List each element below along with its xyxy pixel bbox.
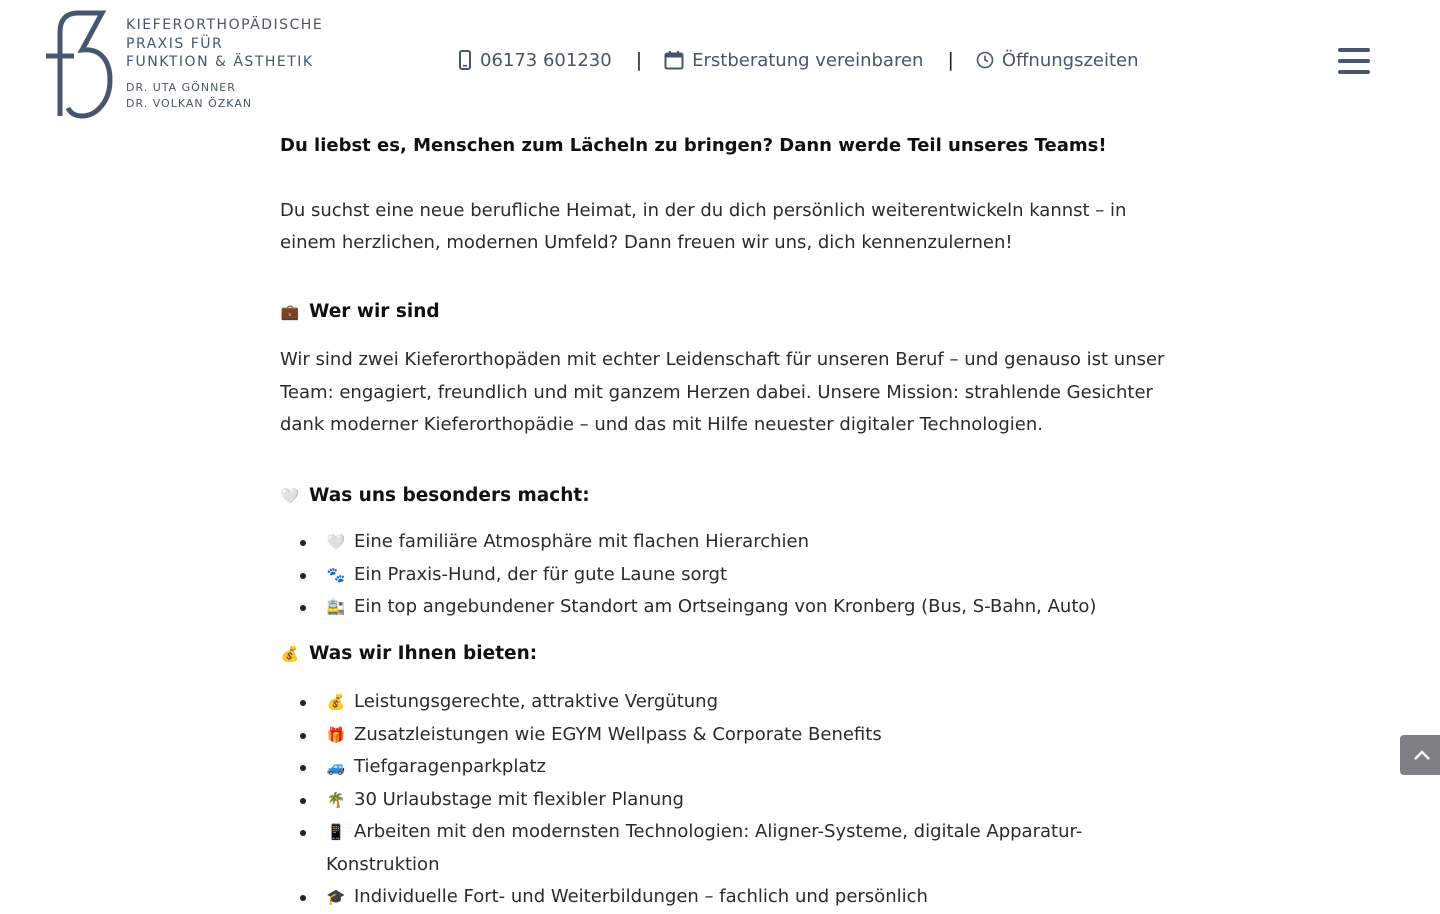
what-we-offer-heading	[280, 638, 1180, 671]
appointment-link[interactable]	[664, 50, 923, 71]
station-icon: 🚉	[326, 598, 346, 616]
gift-icon: 🎁	[326, 725, 346, 744]
who-we-are-text: Wir sind zwei Kieferorthopäden mit echter Leidenschaft für unseren Beruf – und genauso ist unser Team: engagiert, freundlich und mit ganzem Herzen dabei. Unsere Mission: strahlende Gesichter dank moderner Kieferorthopädie – und das mit Hilfe neuester digitaler Technologien.	[280, 349, 1165, 435]
hamburger-menu-icon[interactable]	[1338, 48, 1372, 78]
phone-icon	[458, 50, 472, 70]
car-icon: 🚙	[326, 758, 346, 776]
intro-text: Du suchst eine neue berufliche Heimat, in der du dich persönlich weiterentwickeln kannst – in einem herzlichen, modernen Umfeld? Dann freuen wir uns, dich kennenzulernen!	[280, 199, 1127, 253]
special-list	[280, 526, 1180, 624]
calendar-icon	[664, 50, 684, 70]
money-bag-icon: 💰	[326, 693, 346, 711]
list-item	[280, 686, 1180, 719]
what-makes-us-special-heading	[280, 480, 1180, 513]
offer-list	[280, 686, 1180, 914]
list-item-text: Ein top angebundener Standort am Ortseingang von Kronberg (Bus, S-Bahn, Auto)	[354, 596, 1097, 617]
heading-text: Was wir Ihnen bieten:	[309, 642, 538, 664]
logo-line-1: KIEFERORTHOPÄDISCHE	[126, 17, 324, 33]
list-item	[280, 719, 1180, 752]
list-item-text: 30 Urlaubstage mit flexibler Planung	[354, 788, 684, 810]
briefcase-icon: 💼	[280, 302, 300, 321]
separator: |	[947, 49, 954, 71]
heart-icon: 🤍	[280, 486, 300, 505]
opening-hours-label: Öffnungszeiten	[1001, 49, 1139, 71]
list-item-text: Arbeiten mit den modernsten Technologien: Aligner-Systeme, digitale Apparatur-Konstruktion	[326, 821, 1083, 875]
list-item-text: Eine familiäre Atmosphäre mit flachen Hierarchien	[354, 531, 809, 552]
list-item	[280, 559, 1180, 592]
heading-text: Wer wir sind	[309, 300, 440, 322]
list-item	[280, 751, 1180, 784]
list-item-text: Leistungsgerechte, attraktive Vergütung	[354, 691, 719, 712]
graduation-cap-icon: 🎓	[326, 888, 346, 906]
contact-bar	[458, 46, 1139, 74]
chevron-up-icon	[1413, 749, 1431, 761]
separator: |	[635, 49, 643, 71]
list-item	[280, 591, 1180, 624]
list-item	[280, 526, 1180, 559]
who-we-are-heading	[280, 296, 1180, 329]
phone-link[interactable]	[458, 50, 612, 71]
list-item-text: Ein Praxis-Hund, der für gute Laune sorgt	[354, 563, 728, 585]
site-header	[0, 0, 1440, 125]
logo-line-2: PRAXIS FÜR	[126, 35, 224, 52]
lead-text: Du liebst es, Menschen zum Lächeln zu bringen? Dann werde Teil unseres Teams!	[280, 135, 1107, 156]
opening-hours-link[interactable]	[976, 50, 1139, 71]
list-item-text: Individuelle Fort- und Weiterbildungen – fachlich und persönlich	[354, 886, 928, 907]
list-item-text: Tiefgaragenparkplatz	[354, 756, 546, 777]
heading-text: Was uns besonders macht:	[309, 484, 590, 506]
list-item	[280, 881, 1180, 914]
logo-text	[126, 16, 323, 113]
phone-number: 06173 601230	[480, 49, 612, 71]
palm-tree-icon: 🌴	[326, 790, 346, 809]
heart-icon: 🤍	[326, 533, 346, 551]
logo-line-3: FUNKTION & ÄSTHETIK	[126, 54, 314, 70]
paw-prints-icon: 🐾	[326, 565, 346, 584]
practice-logo[interactable]	[44, 10, 344, 120]
list-item	[280, 784, 1180, 817]
logo-doctor-2: DR. VOLKAN ÖZKAN	[126, 97, 253, 110]
list-item	[280, 816, 1180, 881]
mobile-phone-icon: 📱	[326, 823, 346, 841]
f3-logo-mark-icon	[44, 10, 114, 120]
main-content	[280, 130, 1180, 914]
money-bag-icon: 💰	[280, 644, 300, 663]
scroll-to-top-button[interactable]	[1400, 735, 1440, 775]
clock-icon	[976, 51, 994, 69]
appointment-label: Erstberatung vereinbaren	[692, 49, 924, 71]
logo-doctor-1: DR. UTA GÖNNER	[126, 80, 236, 94]
list-item-text: Zusatzleistungen wie EGYM Wellpass & Corporate Benefits	[354, 723, 882, 745]
